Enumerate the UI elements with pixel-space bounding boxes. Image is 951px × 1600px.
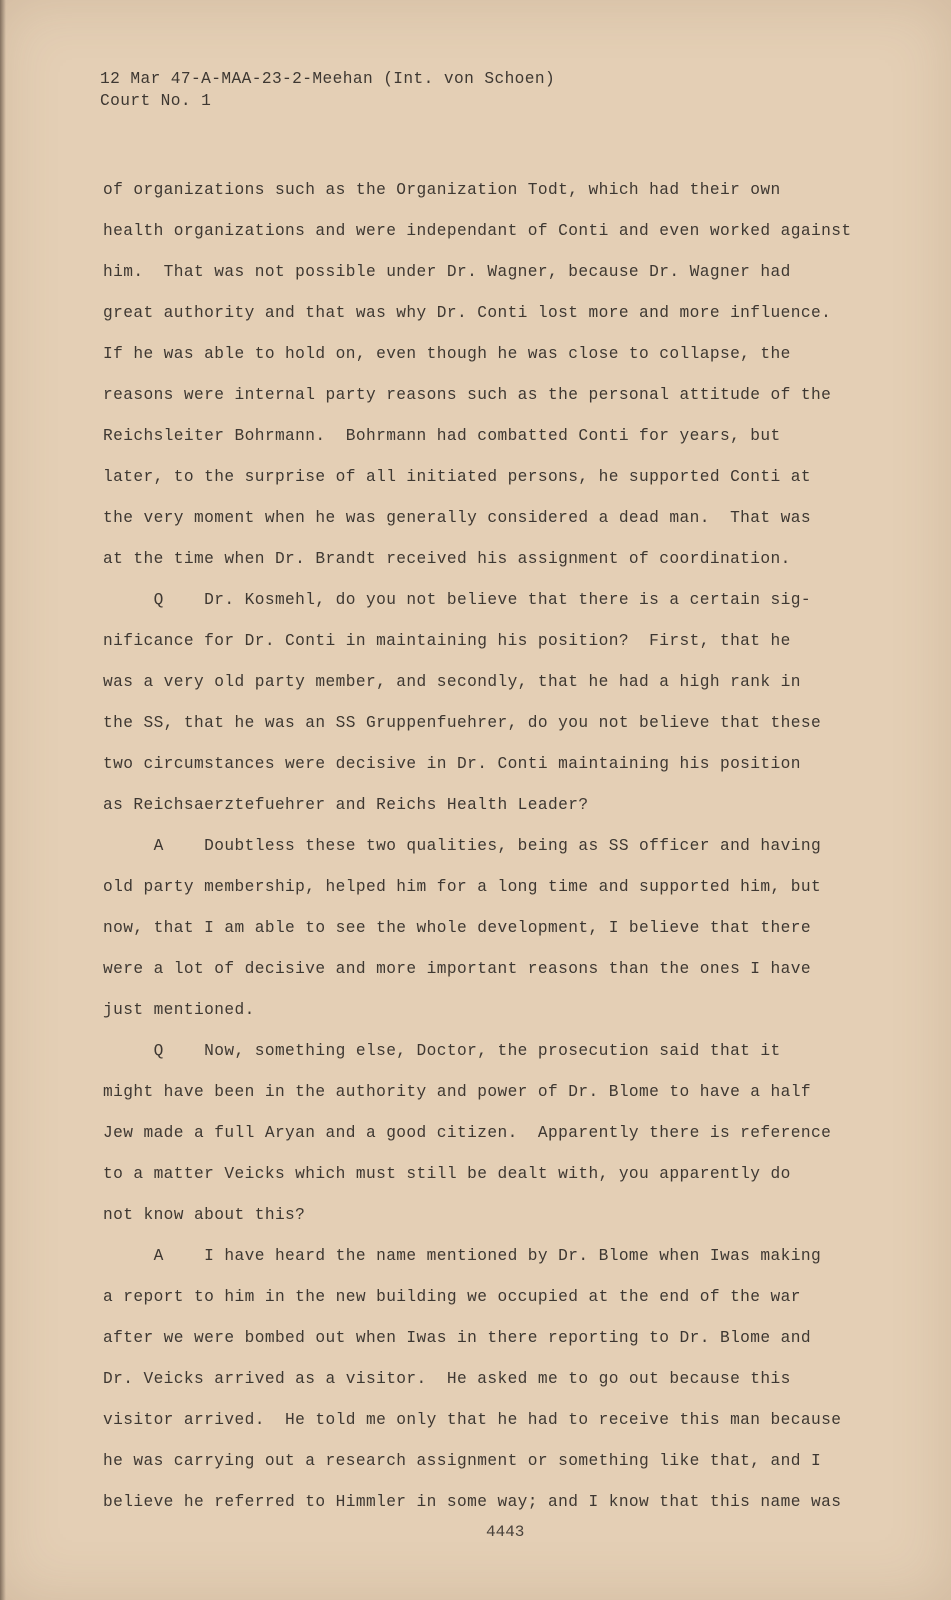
transcript-line: the SS, that he was an SS Gruppenfuehrer, do you not believe that these [103,714,822,732]
transcript-line: the very moment when he was generally considered a dead man. That was [103,509,811,527]
transcript-line: of organizations such as the Organization Todt, which had their own [103,181,781,199]
transcript-line: If he was able to hold on, even though he was close to collapse, the [103,345,791,363]
transcript-line: A Doubtless these two qualities, being as SS officer and having [103,837,822,855]
transcript-line: nificance for Dr. Conti in maintaining his position? First, that he [103,632,791,650]
transcript-line: to a matter Veicks which must still be dealt with, you apparently do [103,1165,791,1183]
transcript-line: as Reichsaerztefuehrer and Reichs Health Leader? [103,796,589,814]
transcript-line: later, to the surprise of all initiated persons, he supported Conti at [103,468,811,486]
transcript-line: Q Dr. Kosmehl, do you not believe that there is a certain sig- [103,591,811,609]
transcript-line: at the time when Dr. Brandt received his assignment of coordination. [103,550,791,568]
transcript-line: after we were bombed out when Iwas in there reporting to Dr. Blome and [103,1329,811,1347]
document-header [100,68,555,112]
transcript-line: were a lot of decisive and more important reasons than the ones I have [103,960,811,978]
transcript-line: two circumstances were decisive in Dr. Conti maintaining his position [103,755,801,773]
transcript-line: A I have heard the name mentioned by Dr. Blome when Iwas making [103,1247,822,1265]
header-line-1: 12 Mar 47-A-MAA-23-2-Meehan (Int. von Schoen) [100,70,556,88]
transcript-line: health organizations and were independant of Conti and even worked against [103,222,852,240]
header-line-2: Court No. 1 [100,92,212,110]
transcript-line: just mentioned. [103,1001,255,1019]
transcript-line: now, that I am able to see the whole development, I believe that there [103,919,811,937]
transcript-body [103,170,903,1523]
transcript-line: might have been in the authority and power of Dr. Blome to have a half [103,1083,811,1101]
transcript-line: Q Now, something else, Doctor, the prosecution said that it [103,1042,781,1060]
transcript-line: Jew made a full Aryan and a good citizen. Apparently there is reference [103,1124,832,1142]
transcript-line: visitor arrived. He told me only that he had to receive this man because [103,1411,842,1429]
transcript-line: great authority and that was why Dr. Conti lost more and more influence. [103,304,832,322]
transcript-line: Reichsleiter Bohrmann. Bohrmann had combatted Conti for years, but [103,427,781,445]
transcript-line: old party membership, helped him for a long time and supported him, but [103,878,822,896]
transcript-line: a report to him in the new building we occupied at the end of the war [103,1288,801,1306]
transcript-line: not know about this? [103,1206,306,1224]
transcript-line: believe he referred to Himmler in some way; and I know that this name was [103,1493,842,1511]
transcript-line: him. That was not possible under Dr. Wagner, because Dr. Wagner had [103,263,791,281]
transcript-line: was a very old party member, and secondly, that he had a high rank in [103,673,801,691]
page-number: 4443 [486,1523,525,1541]
page-edge-shadow [0,0,6,1600]
transcript-line: Dr. Veicks arrived as a visitor. He asked me to go out because this [103,1370,791,1388]
transcript-line: reasons were internal party reasons such as the personal attitude of the [103,386,832,404]
transcript-line: he was carrying out a research assignment or something like that, and I [103,1452,822,1470]
